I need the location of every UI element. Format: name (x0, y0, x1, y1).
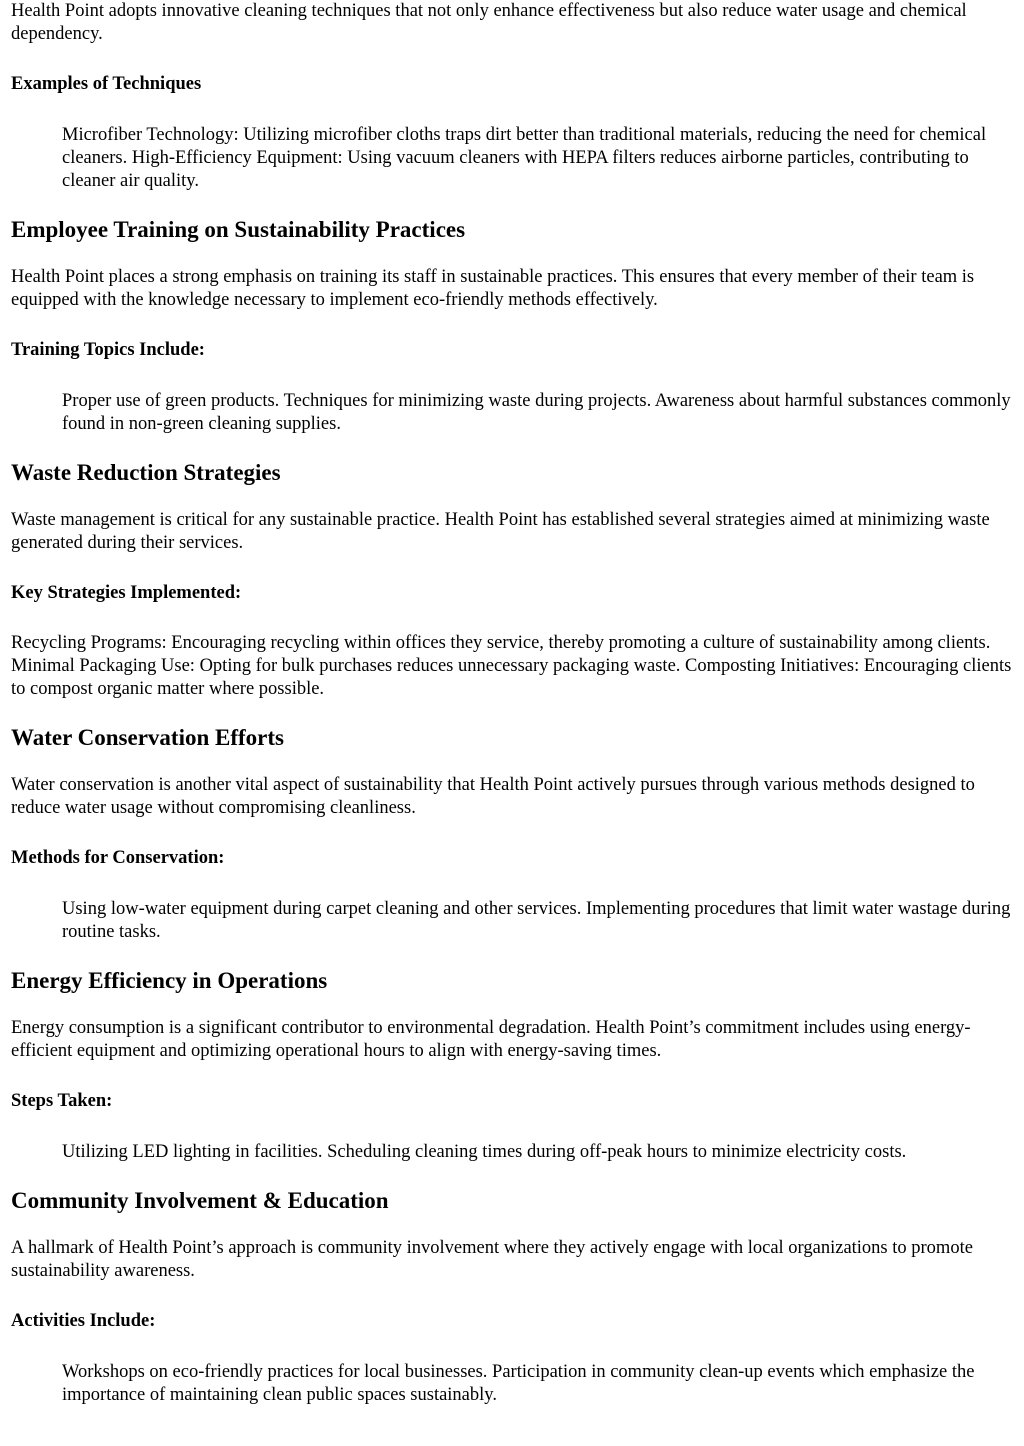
section-paragraph-water-conservation: Water conservation is another vital aspect of sustainability that Health Point actively pursues through various methods designed to reduce water usage without compromising cleanliness. (11, 775, 975, 818)
intro-subheading: Examples of Techniques (11, 74, 202, 94)
section-title-waste-reduction: Waste Reduction Strategies (11, 460, 281, 485)
section-quote-energy-efficiency: Utilizing LED lighting in facilities. Scheduling cleaning times during off-peak hours to minimize electricity costs. (62, 1142, 907, 1162)
section-quote-community-involvement: Workshops on eco-friendly practices for local businesses. Participation in community clean-up events which emphasize the importance of maintaining clean public spaces sustainably. (62, 1362, 975, 1405)
section-paragraph-energy-efficiency: Energy consumption is a significant contributor to environmental degradation. Health Point’s commitment includes using energy-efficient equipment and optimizing operational hours to align with energy-saving times. (11, 1018, 971, 1061)
section-paragraph-community-involvement: A hallmark of Health Point’s approach is community involvement where they actively engage with local organizations to promote sustainability awareness. (11, 1238, 973, 1281)
section-paragraph-employee-training: Health Point places a strong emphasis on training its staff in sustainable practices. This ensures that every member of their team is equipped with the knowledge necessary to implement eco-friendly methods effectively. (11, 267, 975, 310)
intro-quote: Microfiber Technology: Utilizing microfiber cloths traps dirt better than traditional materials, reducing the need for chemical cleaners. High-Efficiency Equipment: Using vacuum cleaners with HEPA filters reduces airborne particles, contributing to cleaner air quality. (62, 125, 987, 191)
section-subheading-water-conservation: Methods for Conservation: (11, 848, 225, 868)
section-paragraph-waste-reduction: Waste management is critical for any sustainable practice. Health Point has established several strategies aimed at minimizing waste generated during their services. (11, 510, 990, 553)
section-quote-water-conservation: Using low-water equipment during carpet cleaning and other services. Implementing procedures that limit water wastage during routine tasks. (62, 899, 1011, 942)
section-quote-employee-training: Proper use of green products. Techniques for minimizing waste during projects. Awareness about harmful substances commonly found in non-green cleaning supplies. (62, 391, 1011, 434)
section-title-community-involvement: Community Involvement & Education (11, 1188, 389, 1213)
section-subheading-employee-training: Training Topics Include: (11, 340, 205, 360)
section-subheading-energy-efficiency: Steps Taken: (11, 1091, 113, 1111)
section-title-employee-training: Employee Training on Sustainability Practices (11, 217, 466, 242)
section-title-water-conservation: Water Conservation Efforts (11, 725, 284, 750)
section-body-waste-reduction: Recycling Programs: Encouraging recycling within offices they service, thereby promoting a culture of sustainability among clients. Minimal Packaging Use: Opting for bulk purchases reduces unnecessary packaging waste. Composting Initiatives: Encouraging clients to compost organic matter where possible. (11, 633, 1012, 699)
section-subheading-community-involvement: Activities Include: (11, 1311, 156, 1331)
intro-paragraph: Health Point adopts innovative cleaning techniques that not only enhance effectiveness but also reduce water usage and chemical dependency. (11, 1, 967, 44)
section-subheading-waste-reduction: Key Strategies Implemented: (11, 583, 242, 603)
section-title-energy-efficiency: Energy Efficiency in Operations (11, 968, 328, 993)
